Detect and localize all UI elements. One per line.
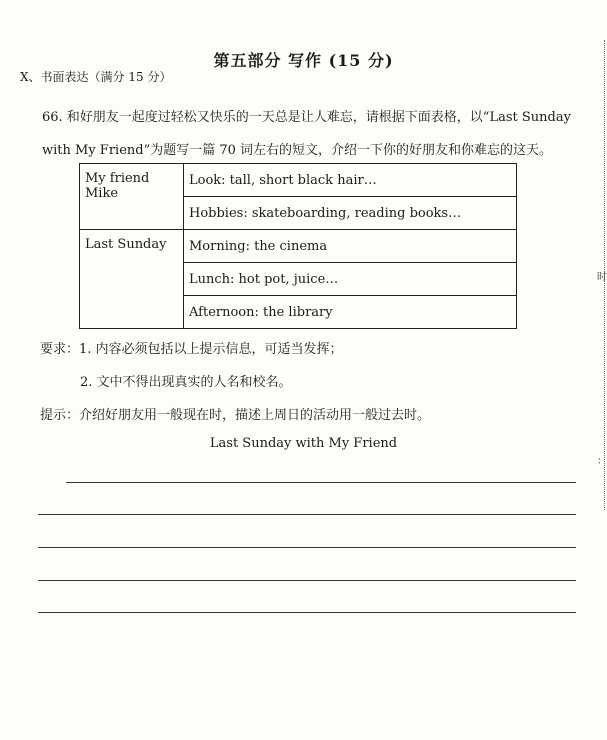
edge-mark: ： [597,456,607,467]
part-title: 第五部分 写作 (15 分) [213,51,394,70]
section-heading: X、书面表达（满分 15 分） [20,70,172,84]
writing-line [38,612,576,613]
writing-line [66,482,576,483]
table-row [80,230,517,263]
table-row [80,164,517,197]
table-cell: Afternoon: the library [184,296,517,329]
requirement-1: 要求：1. 内容必须包括以上提示信息，可适当发挥； [40,342,343,357]
info-table [79,163,517,329]
writing-line [38,547,576,548]
writing-line [38,514,576,515]
table-cell-label: Last Sunday [80,230,184,329]
table-cell: Morning: the cinema [184,230,517,263]
requirement-2: 2. 文中不得出现真实的人名和校名。 [80,375,292,390]
table-cell: Hobbies: skateboarding, reading books… [184,197,517,230]
question-line-1: 66. 和好朋友一起度过轻松又快乐的一天总是让人难忘，请根据下面表格，以“Last Sunday [42,110,571,125]
table-cell: Look: tall, short black hair… [184,164,517,197]
question-line-2: with My Friend”为题写一篇 70 词左右的短文，介绍一下你的好朋友和你难忘的这天。 [42,143,553,158]
table-cell-label: My friend Mike [80,164,184,230]
edge-mark: 时 [597,272,607,283]
hint-text: 提示：介绍好朋友用一般现在时，描述上周日的活动用一般过去时。 [40,408,431,423]
writing-line [38,580,576,581]
essay-title: Last Sunday with My Friend [209,436,398,451]
table-cell: Lunch: hot pot, juice… [184,263,517,296]
